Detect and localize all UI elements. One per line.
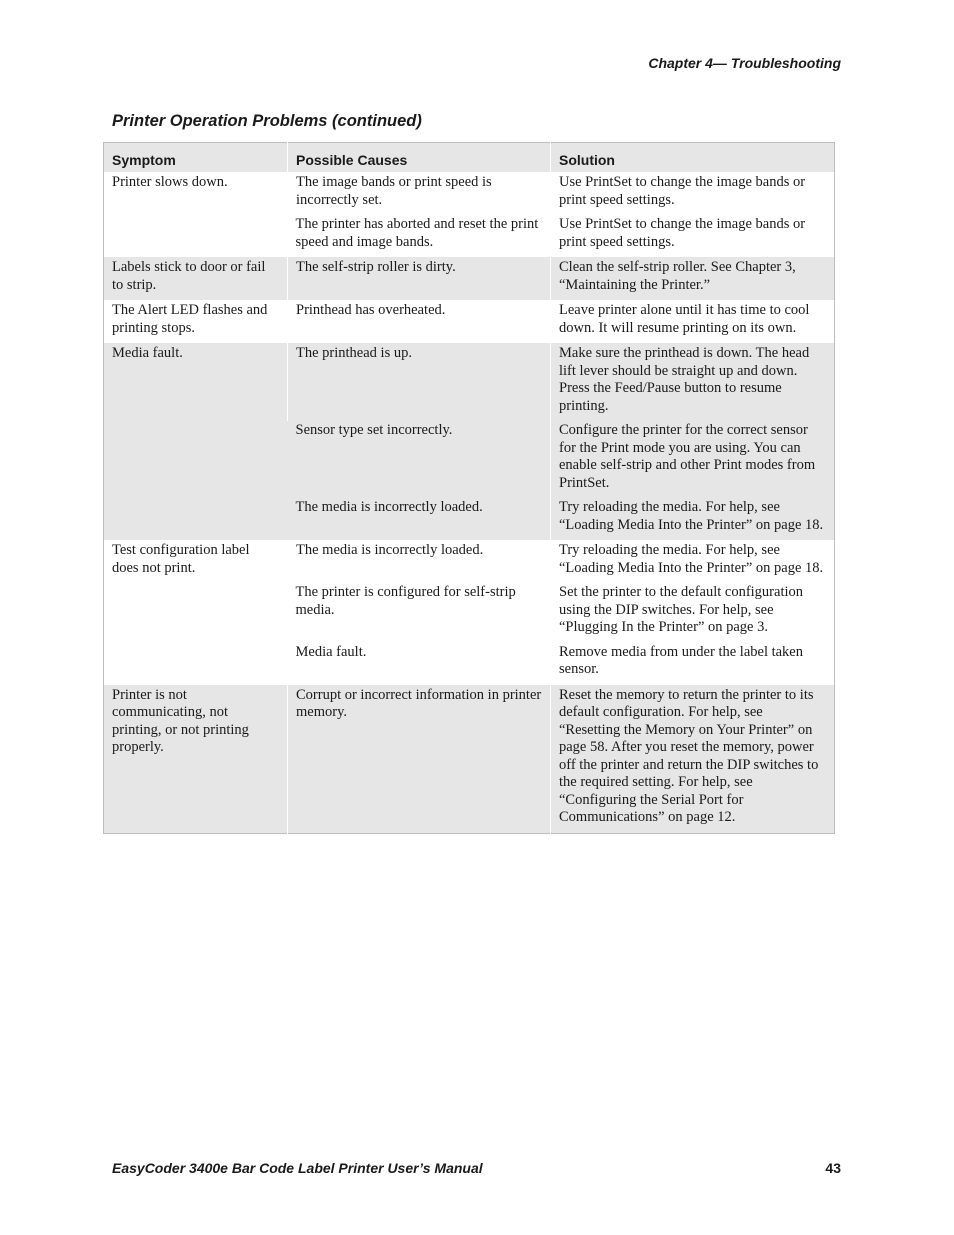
solution-cell: Remove media from under the label taken sensor. (551, 643, 835, 685)
table-header-row (104, 143, 835, 173)
symptom-cell: Media fault. (104, 343, 288, 540)
column-header-possible-causes: Possible Causes (288, 143, 551, 173)
footer-manual-title: EasyCoder 3400e Bar Code Label Printer User’s Manual (112, 1160, 483, 1176)
cause-cell: Media fault. (295, 643, 367, 660)
cause-cell: Corrupt or incorrect information in printer memory. (288, 685, 551, 834)
table-row (104, 257, 835, 300)
table-row (104, 685, 835, 834)
section-title: Printer Operation Problems (continued) (112, 112, 422, 130)
cause-cell: The media is incorrectly loaded. (288, 498, 551, 540)
column-header-solution: Solution (551, 143, 835, 173)
table-row (104, 172, 835, 215)
cause-cell: The printer is configured for self-strip media. (295, 584, 516, 618)
cause-cell: The self-strip roller is dirty. (288, 257, 551, 300)
solution-cell: Configure the printer for the correct sensor for the Print mode you are using. You can enable self-strip and other Print modes from PrintSet. (551, 421, 835, 498)
symptom-cell: Printer slows down. (112, 174, 228, 190)
footer-page-number: 43 (825, 1160, 841, 1176)
table-row (104, 540, 835, 583)
solution-cell: Reset the memory to return the printer to its default configuration. For help, see “Resetting the Memory on Your Printer” on page 58. After you reset the memory, power off the printer and return the DIP switches to the required setting. For help, see “Configuring the Serial Port for Communications” on page 12. (551, 685, 835, 834)
solution-cell: Set the printer to the default configuration using the DIP switches. For help, see “Plugging In the Printer” on page 3. (551, 583, 835, 643)
troubleshooting-table (103, 142, 835, 834)
cause-cell: The printhead is up. (288, 343, 551, 421)
symptom-cell: Test configuration label does not print. (112, 542, 250, 576)
solution-cell: Make sure the printhead is down. The head lift lever should be straight up and down. Press the Feed/Pause button to resume printing. (551, 343, 835, 421)
column-header-symptom: Symptom (104, 143, 288, 173)
table-row (104, 343, 835, 421)
cause-cell: Sensor type set incorrectly. (288, 421, 551, 498)
solution-cell: Try reloading the media. For help, see “Loading Media Into the Printer” on page 18. (551, 498, 835, 540)
solution-cell: Try reloading the media. For help, see “Loading Media Into the Printer” on page 18. (551, 540, 835, 583)
symptom-cell: Printer is not communicating, not printing, or not printing properly. (104, 685, 288, 834)
solution-cell: Leave printer alone until it has time to cool down. It will resume printing on its own. (551, 300, 835, 343)
running-head: Chapter 4— Troubleshooting (648, 55, 841, 71)
table-row (104, 300, 835, 343)
cause-cell: The printer has aborted and reset the print speed and image bands. (295, 216, 539, 250)
symptom-cell: Labels stick to door or fail to strip. (104, 257, 288, 300)
cause-cell: The media is incorrectly loaded. (288, 540, 551, 583)
solution-cell: Use PrintSet to change the image bands or print speed settings. (551, 215, 835, 257)
symptom-cell: The Alert LED flashes and printing stops. (112, 302, 268, 336)
cause-cell: The image bands or print speed is incorrectly set. (288, 172, 551, 215)
solution-cell: Clean the self-strip roller. See Chapter 3, “Maintaining the Printer.” (551, 257, 835, 300)
solution-cell: Use PrintSet to change the image bands or print speed settings. (551, 172, 835, 215)
cause-cell: Printhead has overheated. (288, 300, 551, 343)
